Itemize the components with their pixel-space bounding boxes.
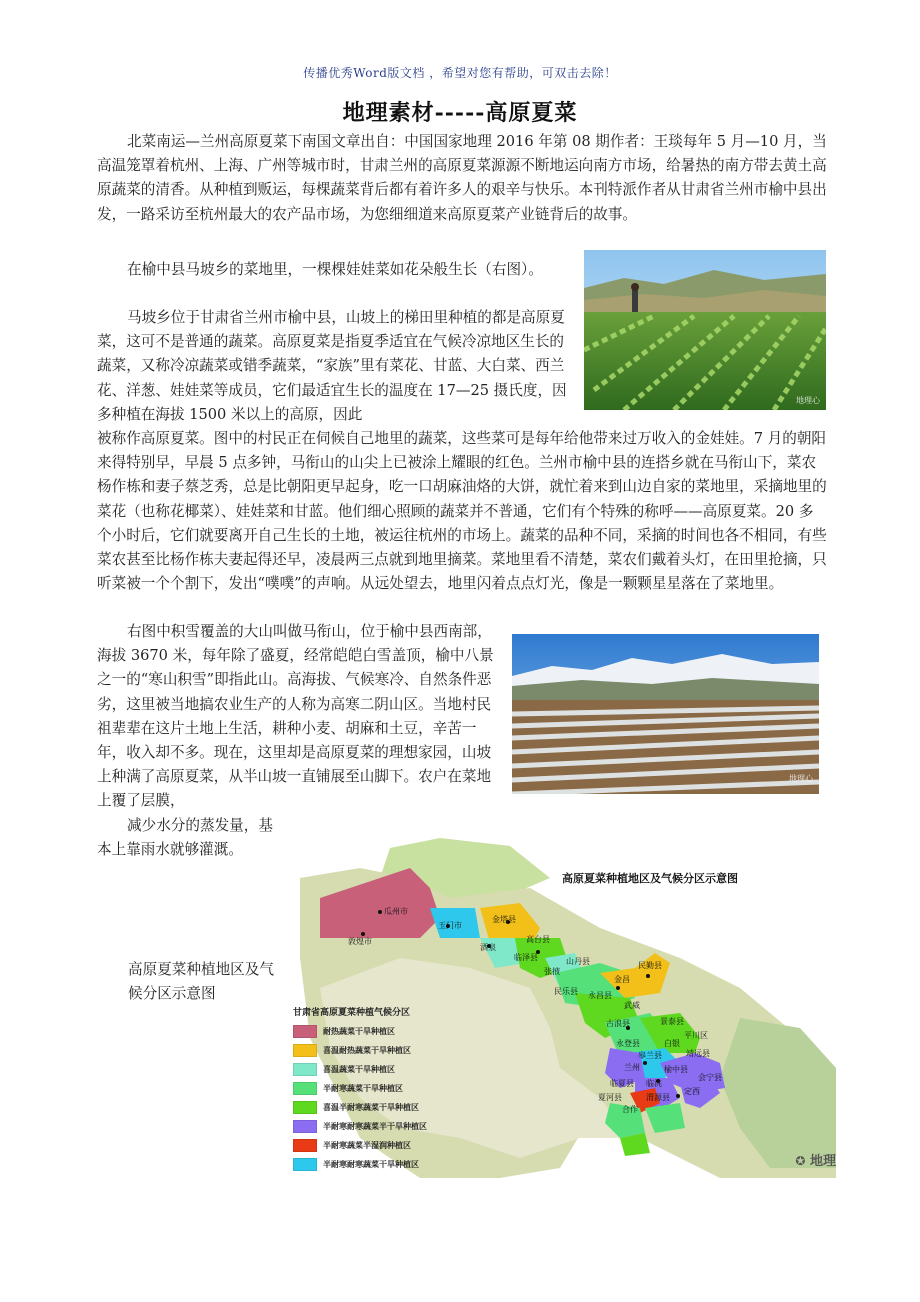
irrigation-paragraph: 减少水分的蒸发量，基本上靠雨水就够灌溉。 [97, 817, 273, 859]
map-legend [293, 1005, 483, 1174]
photo2-watermark: 地理心 [789, 774, 813, 783]
legend-label: 半耐寒蔬菜半湿润种植区 [323, 1141, 411, 1150]
map-label-dingxi: 定西 [684, 1087, 700, 1096]
map-label-lintao: 临洮 [646, 1079, 662, 1088]
map-label-weiyuan: 渭源县 [646, 1093, 670, 1102]
legend-item [293, 1136, 483, 1155]
map-label-minle: 民乐县 [554, 987, 578, 996]
legend-item [293, 1041, 483, 1060]
legend-swatch [293, 1120, 317, 1133]
intro-paragraph: 北菜南运—兰州高原夏菜下南国文章出自：中国国家地理 2016 年第 08 期作者：王琰每年 5 月—10 月，当高温笼罩着杭州、上海、广州等城市时，甘肃兰州的高原夏菜源源不断地运向南方市场，给暑热的南方带去黄土高原蔬菜的清香。从种植到贩运，每棵蔬菜背后都有着许多人的艰辛与快乐。本刊特派作者从甘肃省兰州市榆中县出发，一路采访至杭州最大的农产品市场，为您细细道来高原夏菜产业链背后的故事。 [97, 133, 827, 223]
legend-swatch [293, 1025, 317, 1038]
map-label-gaolan: 皋兰县 [638, 1051, 662, 1060]
map-label-yongchang: 永昌县 [588, 991, 612, 1000]
photo1-intro-paragraph: 在榆中县马坡乡的菜地里，一棵棵娃娃菜如花朵般生长（右图）。 [127, 261, 543, 278]
maxian-mountain-photo [512, 634, 819, 794]
legend-label: 喜温蔬菜干旱种植区 [323, 1065, 395, 1074]
map-label-pingchuan: 平川区 [684, 1031, 708, 1040]
legend-title: 甘肃省高原夏菜种植气候分区 [293, 1008, 411, 1018]
map-label-minqin: 民勤县 [638, 961, 662, 970]
legend-label: 半耐寒耐寒蔬菜半干旱种植区 [323, 1122, 427, 1131]
legend-item [293, 1098, 483, 1117]
legend-swatch [293, 1082, 317, 1095]
map-label-gaotai: 高台县 [526, 935, 550, 944]
legend-label: 耐热蔬菜干旱种植区 [323, 1027, 395, 1036]
legend-item [293, 1155, 483, 1174]
mapo-paragraph-continued: 被称作高原夏菜。图中的村民正在伺候自己地里的蔬菜，这些菜可是每年给他带来过万收入的金娃娃。7 月的朝阳来得特别早，早晨 5 点多钟，马衔山的山尖上已被涂上耀眼的红色。兰州市榆中县的连搭乡就在马衔山下，菜农杨作栋和妻子蔡芝秀，总是比朝阳更早起身，吃一口胡麻油烙的大饼，就忙着来到山边自家的菜地里，采摘地里的菜花（也称花椰菜）、娃娃菜和甘蓝。他们细心照顾的蔬菜并不普通，它们有个特殊的称呼——高原夏菜。20 多个小时后，它们就要离开自己生长的土地，被运往杭州的市场上。蔬菜的品种不同，采摘的时间也各不相同，有些菜农甚至比杨作栋夫妻起得还早，凌晨两三点就到地里摘菜。菜地里看不清楚，菜农们戴着头灯，在田里抢摘，只听菜被一个个割下，发出“噗噗”的声响。从远处望去，地里闪着点点灯光，像是一颗颗星星落在了菜地里。 [97, 430, 827, 593]
map-label-lanzhou: 兰州 [624, 1063, 640, 1072]
legend-swatch [293, 1101, 317, 1114]
map-label-jingyuan: 靖远县 [686, 1049, 710, 1058]
map-label-hezuo: 合作 [622, 1105, 638, 1114]
brand-watermark [795, 1150, 836, 1169]
map-label-jinta: 金塔县 [492, 915, 516, 924]
legend-item [293, 1060, 483, 1079]
map-label-linxia: 临夏县 [610, 1079, 634, 1088]
map-title: 高原夏菜种植地区及气候分区示意图 [562, 872, 738, 885]
map-label-xiahe: 夏河县 [598, 1093, 622, 1102]
page-title: 地理素材-----高原夏菜 [342, 100, 578, 126]
mapo-paragraph: 马坡乡位于甘肃省兰州市榆中县，山坡上的梯田里种植的都是高原夏菜，这可不是普通的蔬菜。高原夏菜是指夏季适宜在气候冷凉地区生长的蔬菜，又称冷凉蔬菜或错季蔬菜，“家族”里有菜花、甘蓝、大白菜、西兰花、洋葱、娃娃菜等成员，它们最适宜生长的温度在 17—25 摄氏度，因多种植在海拔 1500 米以上的高原，因此 [97, 309, 567, 423]
legend-swatch [293, 1158, 317, 1171]
legend-label: 喜温半耐寒蔬菜干旱种植区 [323, 1103, 419, 1112]
map-label-linze: 临泽县 [514, 953, 538, 962]
map-label-gulang: 古浪县 [606, 1019, 630, 1028]
map-label-jingtai: 景泰县 [660, 1017, 684, 1026]
wechat-icon: ✪ [795, 1154, 806, 1168]
map-label-yuzhong: 榆中县 [664, 1065, 688, 1074]
map-label-zhangye: 张掖 [544, 967, 560, 976]
maxian-paragraph: 右图中积雪覆盖的大山叫做马衔山，位于榆中县西南部，海拔 3670 米，每年除了盛夏，经常皑皑白雪盖顶，榆中八景之一的“寒山积雪”即指此山。高海拔、气候寒冷、自然条件恶劣，这里被当地搞农业生产的人称为高寒二阴山区。当地村民祖辈辈在这片土地上生活，耕种小麦、胡麻和土豆，辛苦一年，收入却不多。现在，这里却是高原夏菜的理想家园，山坡上种满了高原夏菜，从半山坡一直铺展至山脚下。农户在菜地上覆了层膜， [97, 623, 494, 810]
map-label-dunhuang: 敦煌市 [348, 937, 372, 946]
legend-item [293, 1117, 483, 1136]
legend-item [293, 1079, 483, 1098]
header-note: 传播优秀Word版文档 ，希望对您有帮助，可双击去除！ [303, 66, 617, 80]
cabbage-field-photo [584, 250, 826, 410]
legend-swatch [293, 1044, 317, 1057]
map-label-yongdeng: 永登县 [616, 1039, 640, 1048]
photo1-watermark: 地理心 [796, 396, 820, 405]
legend-label: 半耐寒蔬菜干旱种植区 [323, 1084, 403, 1093]
legend-label: 半耐寒耐寒蔬菜干旱种植区 [323, 1160, 419, 1169]
legend-swatch [293, 1139, 317, 1152]
legend-item [293, 1022, 483, 1041]
map-label-jiuquan: 酒泉 [480, 943, 496, 952]
brand-label: 地理 [809, 1154, 836, 1169]
map-label-jinchang: 金昌 [614, 975, 630, 984]
map-label-guazhou: 瓜州市 [384, 907, 408, 916]
map-label-yumen: 玉门市 [438, 921, 462, 930]
map-label-huining: 会宁县 [698, 1073, 722, 1082]
legend-label: 喜温耐热蔬菜干旱种植区 [323, 1046, 411, 1055]
map-label-wuwei: 武威 [624, 1001, 640, 1010]
legend-swatch [293, 1063, 317, 1076]
map-label-shandan: 山丹县 [566, 957, 590, 966]
map-caption: 高原夏菜种植地区及气候分区示意图 [128, 961, 274, 1002]
map-label-baiyin: 白银 [664, 1039, 680, 1048]
